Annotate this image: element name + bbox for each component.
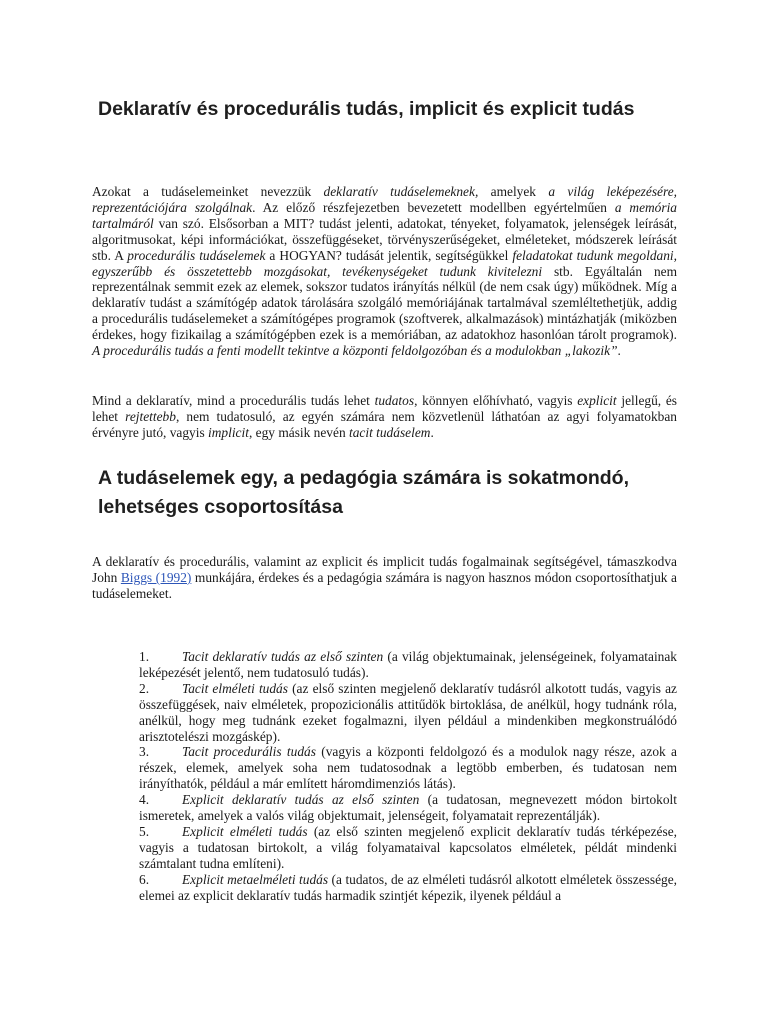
citation-link[interactable]: Biggs (1992) xyxy=(120,569,192,585)
paragraph-grouping-intro xyxy=(92,554,677,602)
text-run: . xyxy=(617,343,621,359)
italic-text: tacit tudáselem xyxy=(348,424,431,440)
text-run: a HOGYAN? tudását jelentik, segítségükkel xyxy=(265,247,513,263)
text-run: A deklaratív és procedurális, valamint az explicit és implicit tudás fogalmainak segítségével, támaszkodva John xyxy=(92,554,677,585)
italic-text: Tacit procedurális tudás xyxy=(182,744,316,760)
list-item xyxy=(139,681,677,745)
text-run: (a tudatos, de az elméleti tudásról alkotott elméletek összessége, elemei az explicit deklaratív tudás harmadik szintjét képezik, ilyenek például a xyxy=(139,871,677,903)
italic-text: implicit xyxy=(208,424,249,440)
italic-text: A procedurális tudás a fenti modellt tekintve a központi feldolgozóban és a modulokban „lakozik” xyxy=(92,343,618,359)
text-run: amelyek xyxy=(478,184,549,199)
text-run: . xyxy=(430,424,434,440)
italic-text: explicit xyxy=(577,393,617,408)
list-item-number: 1. xyxy=(139,649,150,664)
list-item xyxy=(139,744,677,792)
italic-text: tudatos xyxy=(374,393,415,408)
text-run: (az első szinten megjelenő explicit deklaratív tudás térképezése, vagyis a tudatosan birtokolt, a világ folyamataival kapcsolatos elméletek, példát mindenki számtalant tudna említeni). xyxy=(139,823,677,871)
text-run: Mind a deklaratív, mind a procedurális tudás lehet xyxy=(92,393,375,408)
paragraph-explicit-implicit xyxy=(92,393,677,441)
text-run: munkájára, érdekes és a pedagógia számára is nagyon hasznos módon csoportosíthatjuk a tudáselemeket. xyxy=(92,569,677,601)
text-run: (vagyis a központi feldolgozó és a modulok nagy része, azok a részek, elemek, amelyek soha nem tudatosodnak a legtöbb emberben, és tudatosan nem irányíthatók, például a már említett háromdimenziós látás). xyxy=(139,744,677,792)
list-item xyxy=(139,792,677,824)
text-run: Azokat a tudáselemeinket nevezzük xyxy=(92,184,324,199)
list-item-number: 5. xyxy=(139,823,150,839)
italic-text: rejtettebb xyxy=(125,408,176,424)
text-run: , egy másik nevén xyxy=(248,424,349,440)
italic-text: procedurális tudáselemek xyxy=(127,247,266,263)
text-run: (a tudatosan, megnevezett módon birtokolt ismeretek, amelyek a valós világ objektumait, jelenségeit, folyamatait reprezentálják). xyxy=(139,792,677,824)
knowledge-type-list xyxy=(139,649,677,904)
section-heading-grouping: A tudáselemek egy, a pedagógia számára is sokatmondó, lehetséges csoportosítása xyxy=(98,467,630,518)
text-run: (az első szinten megjelenő deklaratív tudásról alkotott tudás, vagyis az összefüggések, naiv elméletek, propozicionális attitűdök birtoklása, de anélkül, hogy tudnánk róla, anélkül, hogy meg tudnánk ezeket fogalmazni, ilyen például a mindenkiben megkonstruálódó arisztotelészi mozgáskép). xyxy=(139,680,677,744)
paragraph-declarative-procedural xyxy=(92,184,677,359)
italic-text: Explicit elméleti tudás xyxy=(182,823,308,839)
italic-text: Tacit elméleti tudás xyxy=(182,680,288,696)
text-run: van szó. Elsősorban a MIT? tudást jelenti, adatokat, tényeket, folyamatok, jelenségek leírását, algoritmusokat, képi információkat, összefüggéseket, törvényszerűségeket, elméleteket, módszerek leírását stb. A xyxy=(92,215,677,263)
text-run: . Az előző részfejezetben bevezetett modellben egyértelműen xyxy=(252,199,615,215)
list-item-number: 6. xyxy=(139,871,150,887)
italic-text: Tacit deklaratív tudás az első szinten xyxy=(182,649,384,664)
list-item-number: 2. xyxy=(139,680,150,696)
section-heading-knowledge-types: Deklaratív és procedurális tudás, implicit és explicit tudás xyxy=(98,98,635,120)
italic-text: deklaratív tudáselemeknek, xyxy=(323,184,479,199)
list-item-number: 3. xyxy=(139,744,150,760)
italic-text: feladatokat tudunk megoldani, egyszerűbb és összetettebb mozgásokat, tevékenységeket tudunk kivitelezni xyxy=(92,247,677,279)
list-item xyxy=(139,649,677,681)
text-run: , könnyen előhívható, vagyis xyxy=(414,393,578,408)
list-item xyxy=(139,824,677,872)
text-run: (a világ objektumainak, jelenségeinek, folyamatainak leképezését jelentő, nem tudatosuló tudás). xyxy=(139,649,678,680)
italic-text: Explicit metaelméleti tudás xyxy=(182,871,329,887)
list-item xyxy=(139,872,677,904)
list-item-number: 4. xyxy=(139,792,150,808)
text-run: , nem tudatosuló, az egyén számára nem közvetlenül láthatóan az agyi folyamatokban érvényre jutó, vagyis xyxy=(92,408,677,440)
text-run: jellegű, és lehet xyxy=(92,393,678,424)
italic-text: Explicit deklaratív tudás az első szinten xyxy=(182,792,420,808)
text-run: stb. Egyáltalán nem reprezentálnak semmit ezek az elemek, sokszor tudatos irányítás nélkül (de nem csak úgy) működnek. Míg a deklaratív tudást a számítógép adatok tárolására szolgáló memóriájának tartalmával szemléltethetjük, addig a procedurális tudáselemeket a számítógépes programok (szoftverek, alkalmazások) mintázhatják (miközben érdekes, hogy fizikailag a számítógépben ezek is a memóriában, az adatokhoz hasonlóan tárolt programok). xyxy=(92,263,677,343)
italic-text: a világ leképezésére, reprezentációjára szolgálnak xyxy=(92,184,677,215)
italic-text: a memória tartalmáról xyxy=(92,199,678,231)
